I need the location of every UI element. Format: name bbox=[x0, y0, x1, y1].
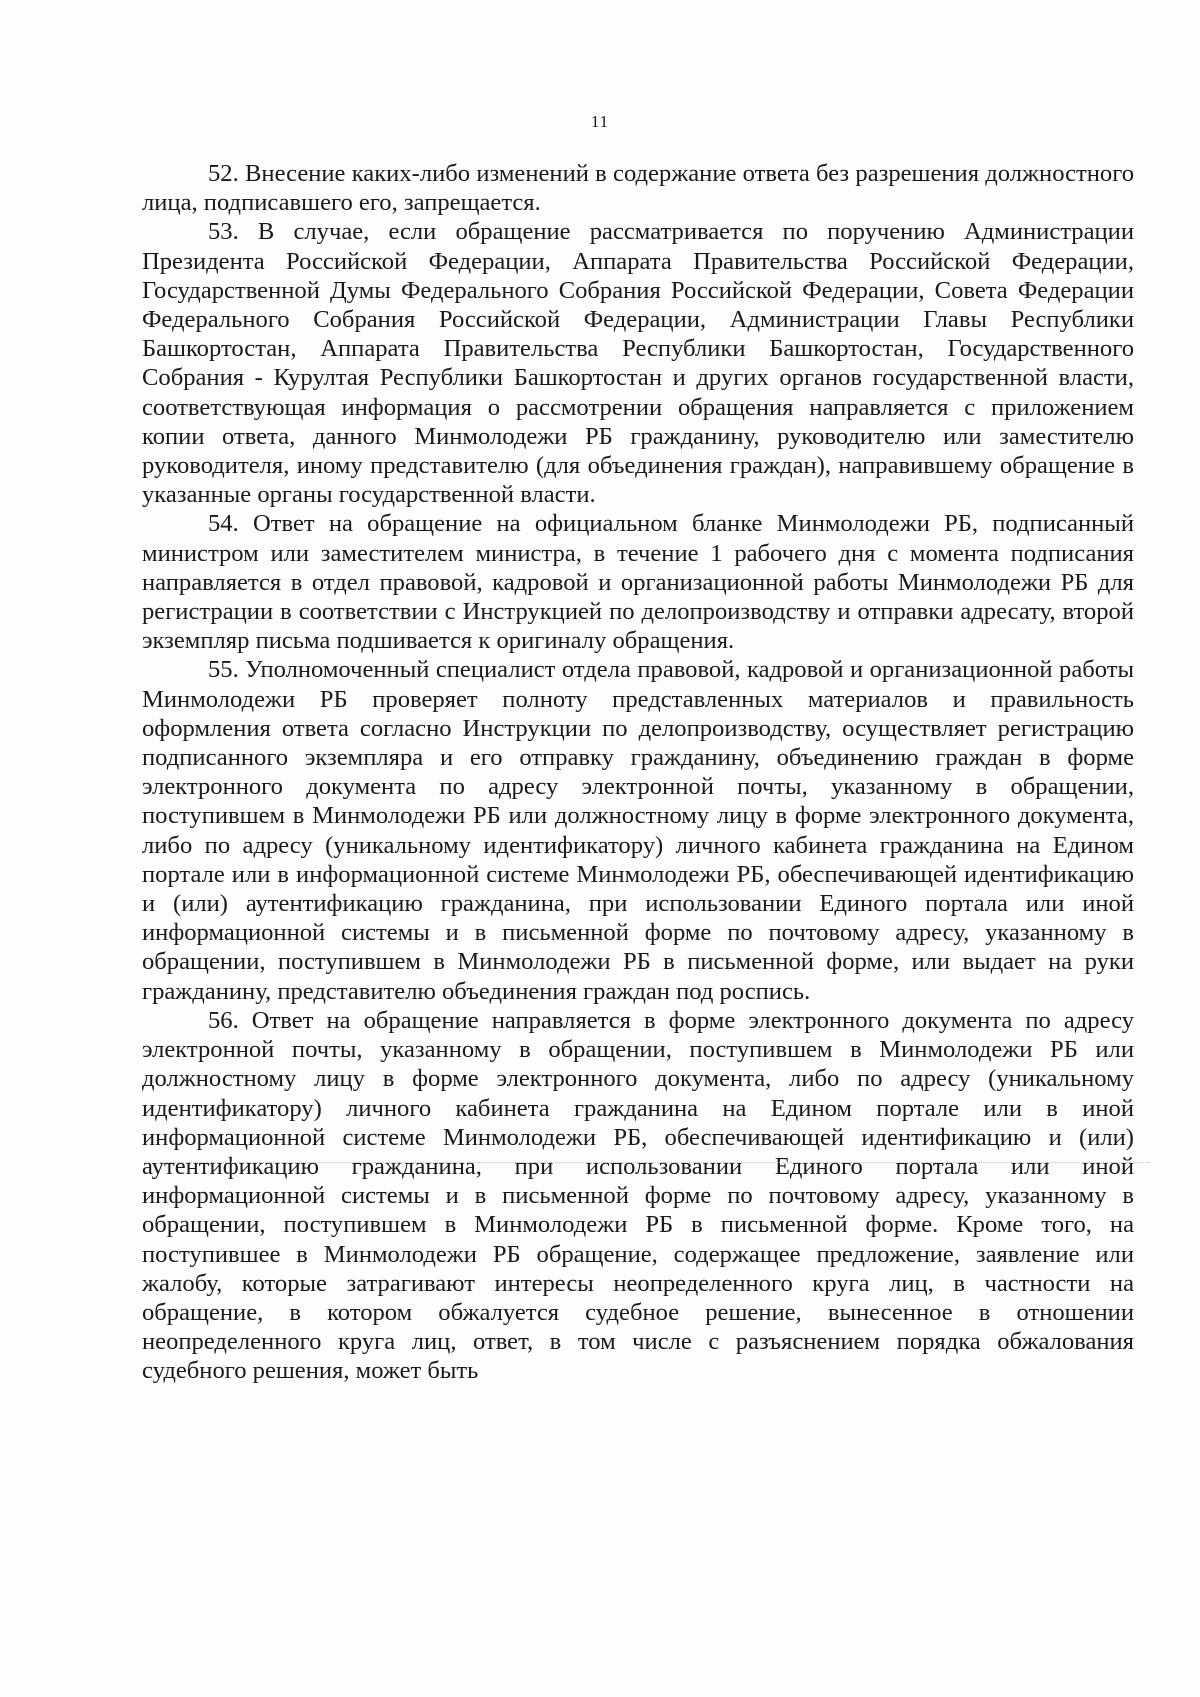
scan-artifact-line bbox=[160, 1162, 1150, 1163]
paragraph-52: 52. Внесение каких-либо изменений в содержание ответа без разрешения должностного лица, подписавшего его, запрещается. bbox=[142, 160, 1134, 217]
document-body bbox=[142, 159, 1134, 1386]
page-number: 11 bbox=[590, 112, 610, 131]
paragraph-55: 55. Уполномоченный специалист отдела правовой, кадровой и организационной работы Минмолодежи РБ проверяет полноту представленных материалов и правильность оформления ответа согласно Инструкции по делопроизводству, осуществляет регистрацию подписанного экземпляра и его отправку гражданину, объединению граждан в форме электронного документа по адресу электронной почты, указанному в обращении, поступившем в Минмолодежи РБ или должностному лицу в форме электронного документа, либо по адресу (уникальному идентификатору) личного кабинета гражданина на Едином портале или в информационной системе Минмолодежи РБ, обеспечивающей идентификацию и (или) аутентификацию гражданина, при использовании Единого портала или иной информационной системы и в письменной форме по почтовому адресу, указанному в обращении, поступившем в Минмолодежи РБ в письменной форме, или выдает на руки гражданину, представителю объединения граждан под роспись. bbox=[142, 656, 1134, 1005]
paragraph-54: 54. Ответ на обращение на официальном бланке Минмолодежи РБ, подписанный министром или заместителем министра, в течение 1 рабочего дня с момента подписания направляется в отдел правовой, кадровой и организационной работы Минмолодежи РБ для регистрации в соответствии с Инструкцией по делопроизводству и отправки адресату, второй экземпляр письма подшивается к оригиналу обращения. bbox=[142, 510, 1134, 655]
paragraph-53: 53. В случае, если обращение рассматривается по поручению Администрации Президента Российской Федерации, Аппарата Правительства Российской Федерации, Государственной Думы Федерального Собрания Российской Федерации, Совета Федерации Федерального Собрания Российской Федерации, Администрации Главы Республики Башкортостан, Аппарата Правительства Республики Башкортостан, Государственного Собрания - Курултая Республики Башкортостан и других органов государственной власти, соответствующая информация о рассмотрении обращения направляется с приложением копии ответа, данного Минмолодежи РБ гражданину, руководителю или заместителю руководителя, иному представителю (для объединения граждан), направившему обращение в указанные органы государственной власти. bbox=[142, 218, 1134, 509]
paragraph-56: 56. Ответ на обращение направляется в форме электронного документа по адресу электронной почты, указанному в обращении, поступившем в Минмолодежи РБ или должностному лицу в форме электронного документа, либо по адресу (уникальному идентификатору) личного кабинета гражданина на Едином портале или в иной информационной системе Минмолодежи РБ, обеспечивающей идентификацию и (или) аутентификацию гражданина, при использовании Единого портала или иной информационной системы и в письменной форме по почтовому адресу, указанному в обращении, поступившем в Минмолодежи РБ в письменной форме. Кроме того, на поступившее в Минмолодежи РБ обращение, содержащее предложение, заявление или жалобу, которые затрагивают интересы неопределенного круга лиц, в частности на обращение, в котором обжалуется судебное решение, вынесенное в отношении неопределенного круга лиц, ответ, в том числе с разъяснением порядка обжалования судебного решения, может быть bbox=[142, 1006, 1134, 1385]
